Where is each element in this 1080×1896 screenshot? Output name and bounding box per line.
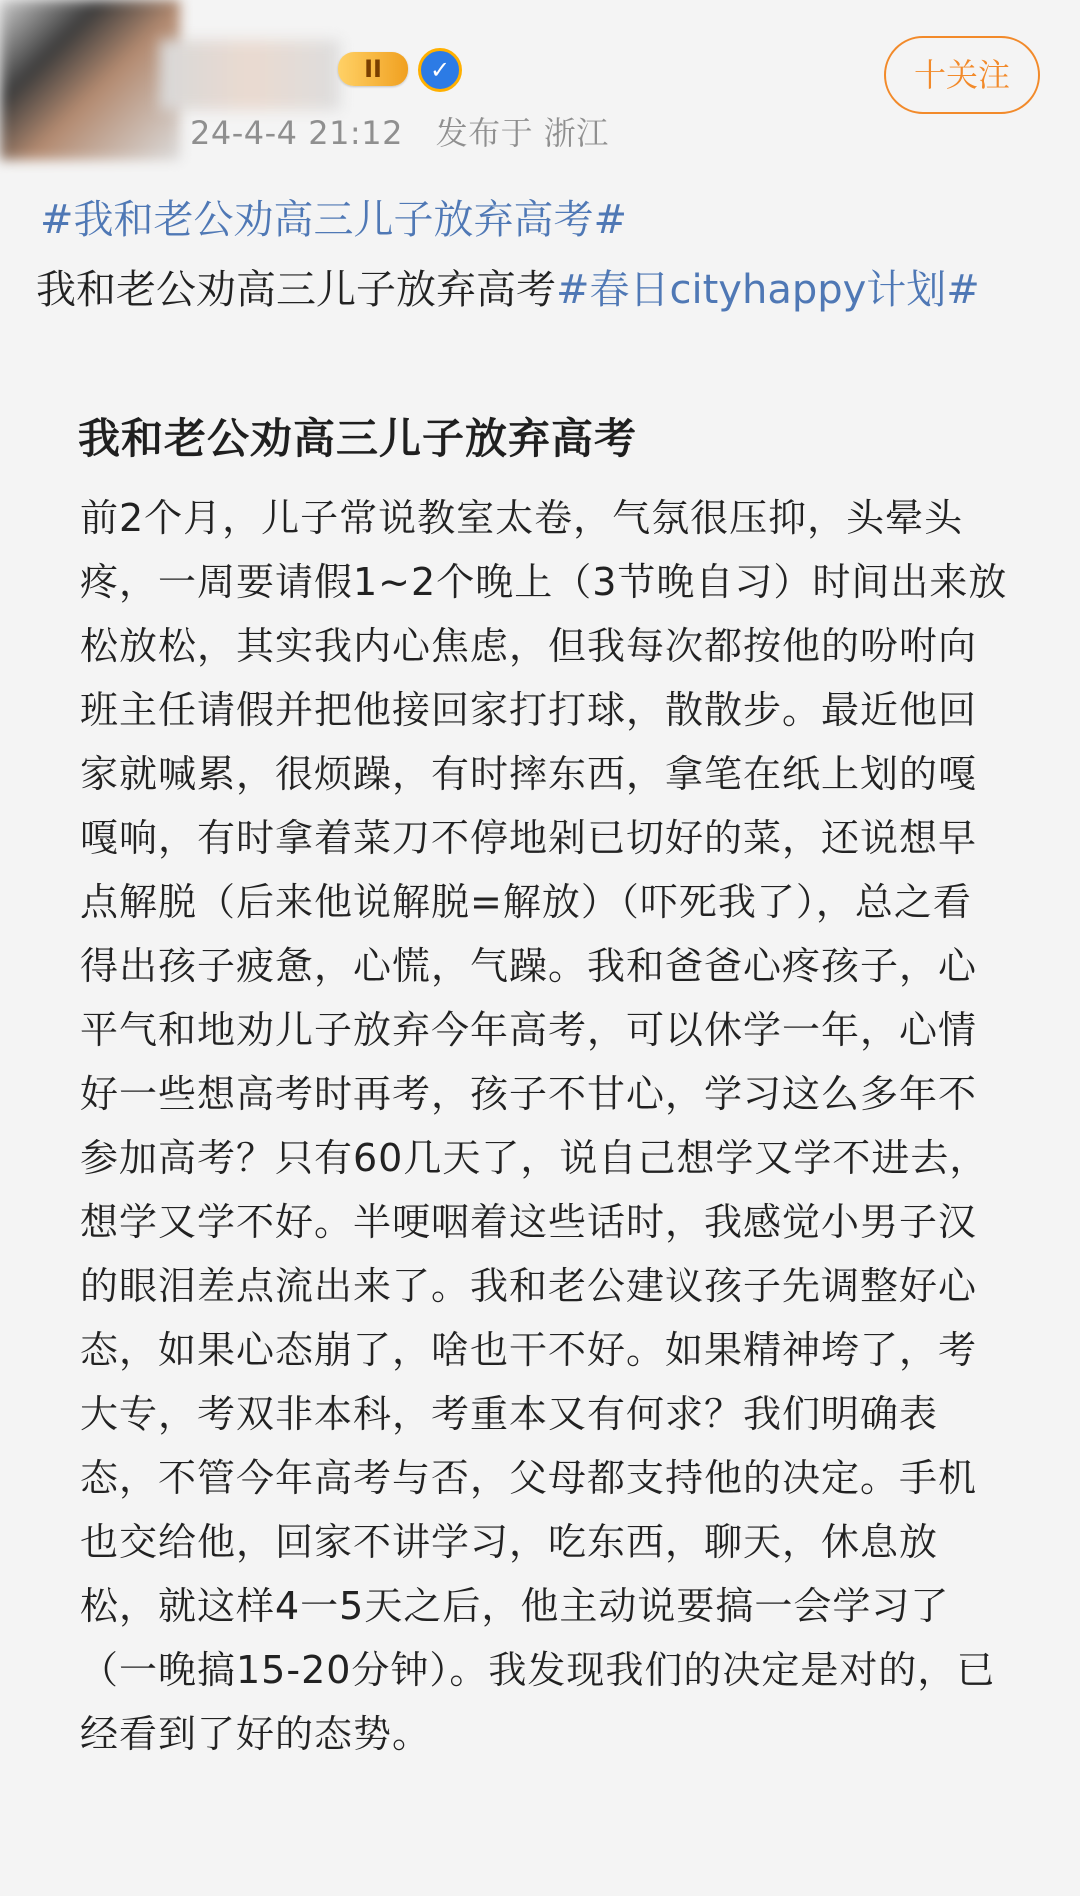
topic-hashtag-link[interactable]: #春日cityhappy计划# xyxy=(556,267,980,313)
follow-button[interactable]: 十关注 xyxy=(884,36,1040,114)
post-meta xyxy=(190,108,631,154)
article-paragraph: 前2个月，儿子常说教室太卷，气氛很压抑，头晕头疼，一周要请假1~2个晚上（3节晚自习）时间出来放松放松，其实我内心焦虑，但我每次都按他的吩咐向班主任请假并把他接回家打打球，散散步。最近他回家就喊累，很烦躁，有时摔东西，拿笔在纸上划的嘎嘎响，有时拿着菜刀不停地剁已切好的菜，还说想早点解脱（后来他说解脱=解放）（吓死我了），总之看得出孩子疲惫，心慌，气躁。我和爸爸心疼孩子，心平气和地劝儿子放弃今年高考，可以休学一年，心情好一些想高考时再考，孩子不甘心，学习这么多年不参加高考？只有60几天了，说自己想学又学不进去，想学又学不好。半哽咽着这些话时，我感觉小男子汉的眼泪差点流出来了。我和老公建议孩子先调整好心态，如果心态崩了，啥也干不好。如果精神垮了，考大专，考双非本科，考重本又有何求？我们明确表态，不管今年高考与否，父母都支持他的决定。手机也交给他，回家不讲学习，吃东西，聊天，休息放松，就这样4一5天之后，他主动说要搞一会学习了（一晚搞15-20分钟）。我发现我们的决定是对的，已经看到了好的态势。 xyxy=(80,496,1008,1756)
article-body xyxy=(80,486,1010,1766)
verified-icon: ✓ xyxy=(418,48,462,92)
blurred-avatar[interactable] xyxy=(0,0,180,160)
level-badge: II xyxy=(338,52,408,86)
post-intro xyxy=(36,258,1046,322)
blurred-username[interactable] xyxy=(160,40,340,110)
post-intro-text: 我和老公劝高三儿子放弃高考 xyxy=(36,267,556,313)
article-title: 我和老公劝高三儿子放弃高考 xyxy=(78,414,638,463)
post-location: 发布于 浙江 xyxy=(435,114,609,152)
post-timestamp: 24-4-4 21:12 xyxy=(190,114,403,152)
hashtag-link[interactable]: #我和老公劝高三儿子放弃高考# xyxy=(40,197,628,243)
